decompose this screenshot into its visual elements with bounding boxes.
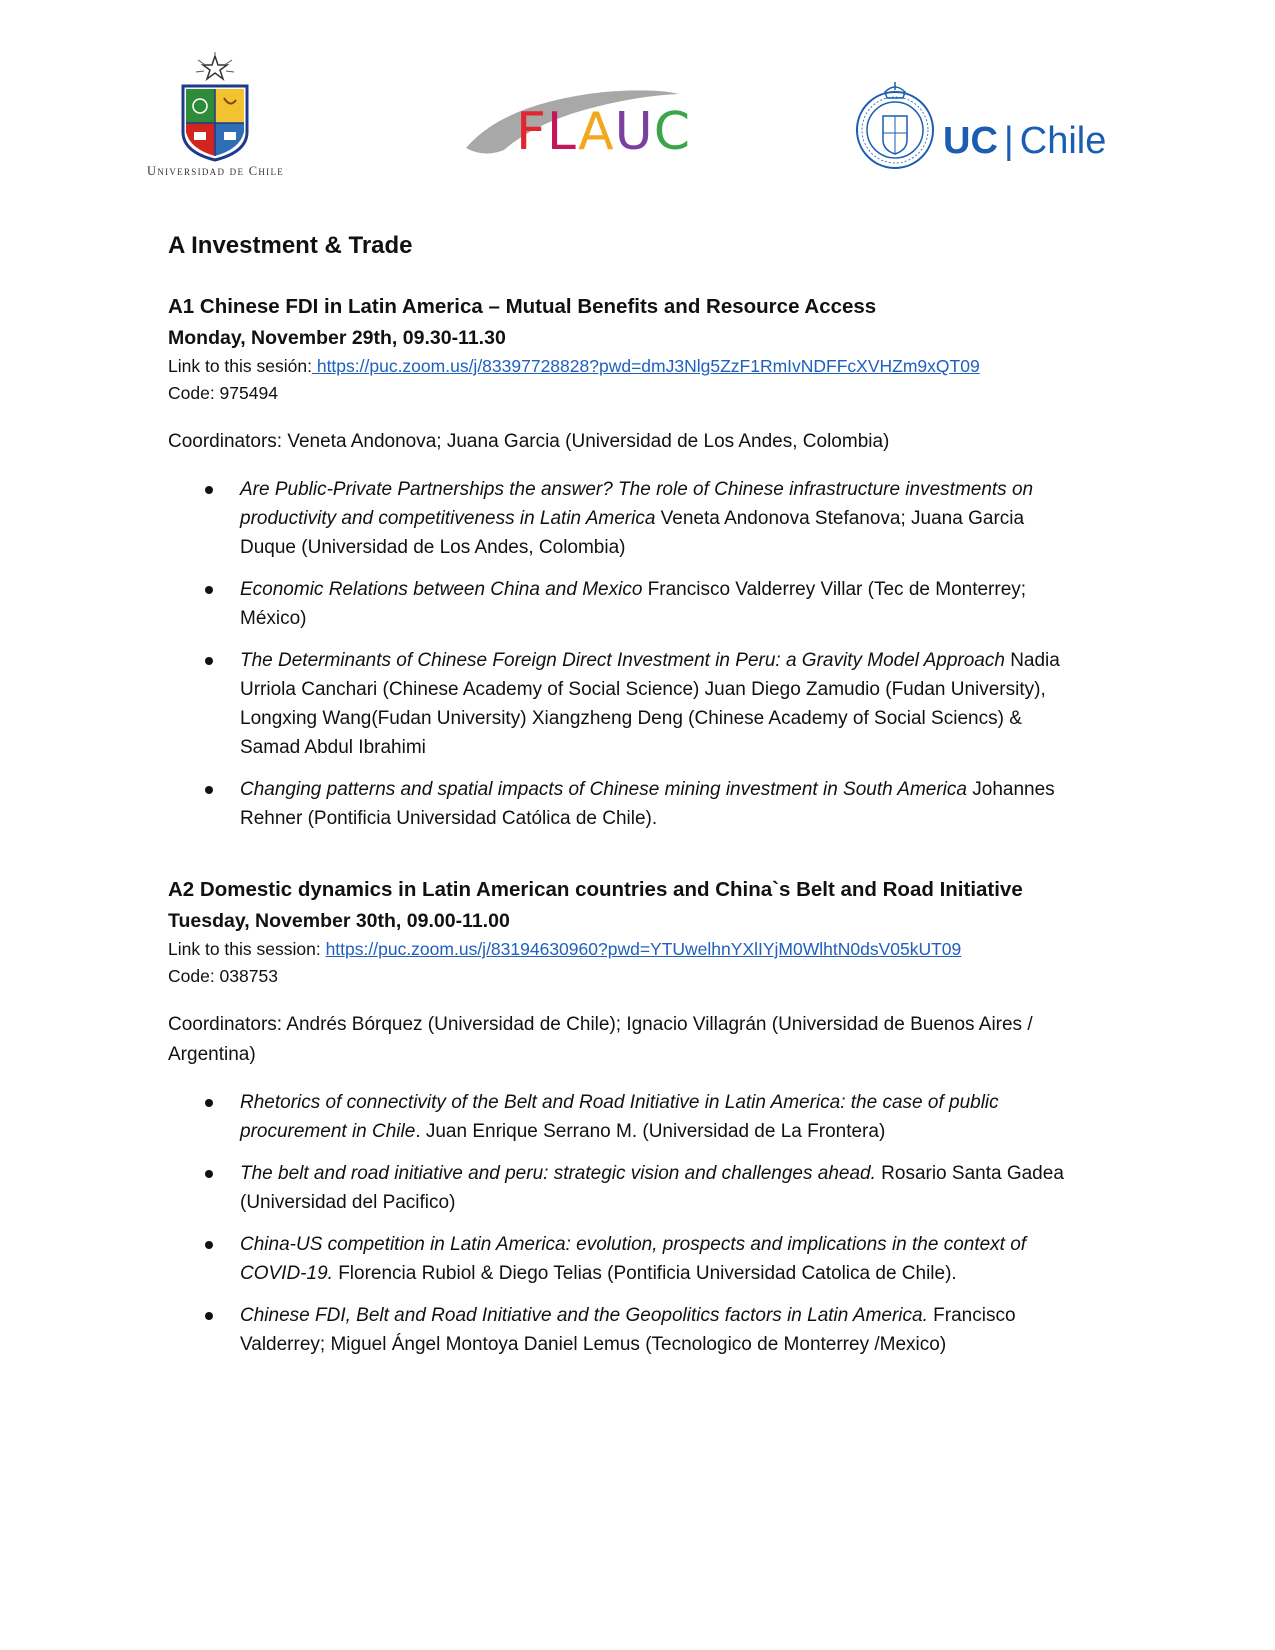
paper-authors: Florencia Rubiol & Diego Telias (Pontificia Universidad Catolica de Chile).	[332, 1263, 957, 1284]
bullet-icon	[205, 1312, 213, 1320]
session-link[interactable]: https://puc.zoom.us/j/83194630960?pwd=YTUwelhnYXlIYjM0WlhtN0dsV05kUT09	[325, 939, 962, 959]
session-link-line	[168, 353, 1068, 380]
section-title: A Investment & Trade	[168, 232, 413, 259]
paper-title: Rhetorics of connectivity of the Belt and Road Initiative in Latin America: the case of public procurement in Chile	[240, 1092, 999, 1142]
paper-authors: Veneta Andonova Stefanova; Juana Garcia Duque (Universidad de Los Andes, Colombia)	[240, 508, 1025, 558]
panel-a1	[168, 292, 1068, 833]
paper-title: Economic Relations between China and Mexico	[240, 579, 643, 600]
paper-title: Are Public-Private Partnerships the answer? The role of Chinese infrastructure investments on productivity and competitiveness in Latin America	[240, 479, 1034, 529]
uchile-shield-icon	[128, 52, 303, 162]
bullet-icon	[205, 1241, 213, 1249]
uc-chile-wordmark	[943, 120, 1106, 163]
list-item	[240, 1159, 1068, 1217]
panel-date: Monday, November 29th, 09.30-11.30	[168, 327, 506, 349]
flauc-letter: F	[516, 102, 547, 162]
coordinators: Coordinators: Andrés Bórquez (Universidad de Chile); Ignacio Villagrán (Universidad de Buenos Aires / Argentina)	[168, 1014, 1033, 1065]
bullet-icon	[205, 1170, 213, 1178]
bullet-icon	[205, 657, 213, 665]
uc-name: Chile	[1019, 120, 1107, 162]
universidad-de-chile-logo	[128, 52, 303, 182]
bullet-icon	[205, 486, 213, 494]
paper-title: Changing patterns and spatial impacts of Chinese mining investment in South America	[240, 779, 967, 800]
uc-chile-logo	[855, 72, 1115, 198]
panel-title: A2 Domestic dynamics in Latin American countries and China`s Belt and Road Initiative	[168, 878, 1023, 901]
list-item	[240, 646, 1068, 762]
paper-authors: Nadia Urriola Canchari (Chinese Academy of Social Science) Juan Diego Zamudio (Fudan University), Longxing Wang(Fudan University) Xiangzheng Deng (Chinese Academy of Social Sciencs) & Samad Abdul Ibrahimi	[240, 650, 1060, 758]
paper-list	[168, 1088, 1068, 1359]
panel-date: Tuesday, November 30th, 09.00-11.00	[168, 910, 510, 932]
session-code: Code: 975494	[168, 383, 278, 403]
paper-authors: Francisco Valderrey Villar (Tec de Monterrey; México)	[240, 579, 1027, 629]
session-link-label: Link to this sesión:	[168, 356, 312, 376]
flauc-wordmark	[516, 102, 691, 162]
panel-title: A1 Chinese FDI in Latin America – Mutual Benefits and Resource Access	[168, 295, 877, 318]
paper-authors: Rosario Santa Gadea (Universidad del Pacifico)	[240, 1163, 1064, 1213]
paper-authors: Francisco Valderrey; Miguel Ángel Montoya Daniel Lemus (Tecnologico de Monterrey /Mexico)	[240, 1305, 1016, 1355]
list-item	[240, 1088, 1068, 1146]
paper-title: The belt and road initiative and peru: strategic vision and challenges ahead.	[240, 1163, 876, 1184]
list-item	[240, 575, 1068, 633]
header-logos	[0, 48, 1275, 198]
flauc-letter: C	[653, 102, 692, 162]
paper-title: The Determinants of Chinese Foreign Direct Investment in Peru: a Gravity Model Approach	[240, 650, 1005, 671]
bullet-icon	[205, 586, 213, 594]
flauc-logo	[464, 88, 692, 178]
bullet-icon	[205, 786, 213, 794]
document-body	[168, 226, 1068, 1372]
flauc-letter: L	[546, 102, 579, 162]
uc-seal-icon	[855, 78, 935, 178]
session-link-line	[168, 936, 1068, 963]
paper-list	[168, 475, 1068, 833]
list-item	[240, 1301, 1068, 1359]
flauc-letter: U	[614, 102, 654, 162]
session-link[interactable]: https://puc.zoom.us/j/83397728828?pwd=dmJ3Nlg5ZzF1RmIvNDFFcXVHZm9xQT09	[311, 356, 980, 376]
list-item	[240, 475, 1068, 562]
paper-title: Chinese FDI, Belt and Road Initiative and the Geopolitics factors in Latin America.	[240, 1305, 928, 1326]
coordinators: Coordinators: Veneta Andonova; Juana Garcia (Universidad de Los Andes, Colombia)	[168, 431, 890, 452]
paper-authors: . Juan Enrique Serrano M. (Universidad de La Frontera)	[415, 1121, 886, 1142]
uc-bold: UC	[943, 120, 998, 162]
session-link-label: Link to this session:	[168, 939, 326, 959]
session-code: Code: 038753	[168, 966, 278, 986]
panel-a2	[168, 875, 1068, 1359]
uc-separator: |	[1003, 120, 1014, 162]
flauc-letter: A	[578, 102, 615, 162]
list-item	[240, 775, 1068, 833]
uchile-caption: Universidad de Chile	[146, 164, 285, 178]
paper-authors: Johannes Rehner (Pontificia Universidad Católica de Chile).	[240, 779, 1055, 829]
paper-title: China-US competition in Latin America: evolution, prospects and implications in the context of COVID-19.	[240, 1234, 1027, 1284]
bullet-icon	[205, 1099, 213, 1107]
list-item	[240, 1230, 1068, 1288]
